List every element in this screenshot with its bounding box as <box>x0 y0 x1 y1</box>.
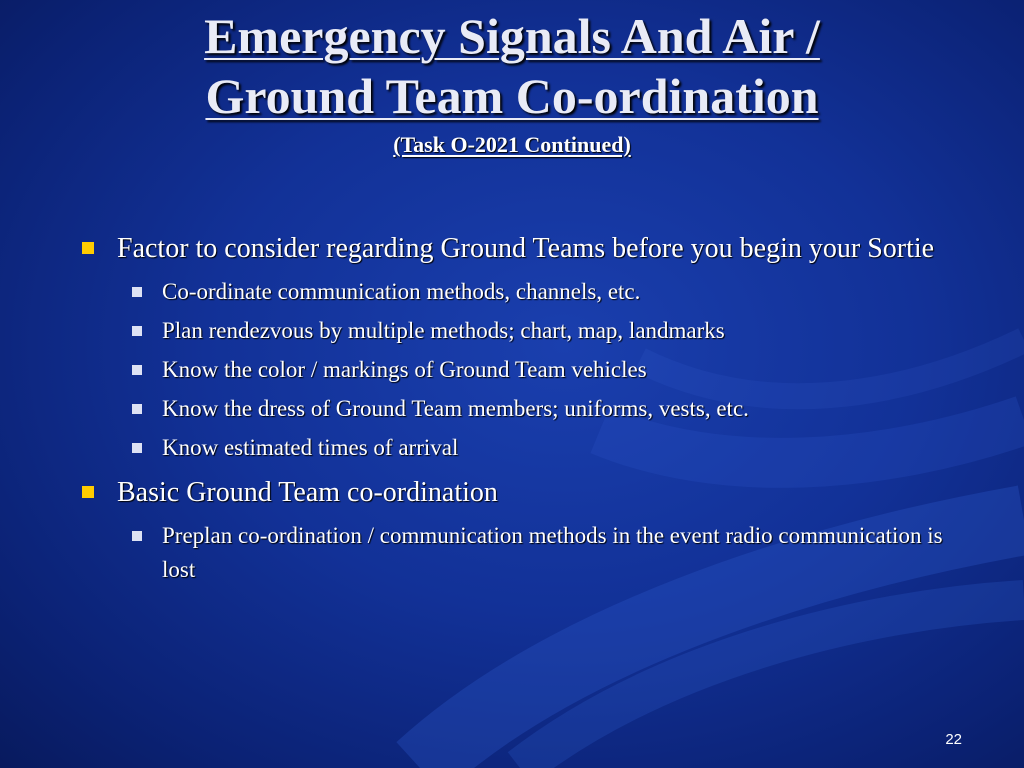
bullet-list <box>76 228 976 587</box>
slide-title <box>0 6 1024 158</box>
sub-bullet-square-icon <box>132 443 142 453</box>
sub-bullet-text: Know estimated times of arrival <box>162 435 459 460</box>
bullet-square-icon <box>82 486 94 498</box>
sub-bullet-item <box>76 275 976 309</box>
title-line-1: Emergency Signals And Air / <box>204 8 820 64</box>
sub-bullet-text: Know the dress of Ground Team members; uniforms, vests, etc. <box>162 396 749 421</box>
title-line-2: Ground Team Co-ordination <box>205 68 819 124</box>
bullet-item <box>76 228 976 270</box>
sub-bullet-text: Plan rendezvous by multiple methods; chart, map, landmarks <box>162 318 725 343</box>
sub-bullet-square-icon <box>132 326 142 336</box>
slide-page-number: 22 <box>945 731 962 748</box>
sub-bullet-item <box>76 519 976 587</box>
bullet-text: Basic Ground Team co-ordination <box>117 477 498 508</box>
sub-bullet-square-icon <box>132 531 142 541</box>
sub-bullet-item <box>76 431 976 465</box>
sub-bullet-text: Preplan co-ordination / communication methods in the event radio communication is lost <box>162 523 943 582</box>
bullet-item <box>76 472 976 514</box>
sub-bullet-square-icon <box>132 287 142 297</box>
sub-bullet-text: Co-ordinate communication methods, channels, etc. <box>162 279 641 304</box>
slide-subtitle: (Task O-2021 Continued) <box>393 132 631 157</box>
bullet-text: Factor to consider regarding Ground Teams before you begin your Sortie <box>117 233 935 264</box>
sub-bullet-text: Know the color / markings of Ground Team vehicles <box>162 357 647 382</box>
sub-bullet-square-icon <box>132 365 142 375</box>
bullet-square-icon <box>82 242 94 254</box>
sub-bullet-item <box>76 314 976 348</box>
sub-bullet-item <box>76 392 976 426</box>
sub-bullet-item <box>76 353 976 387</box>
sub-bullet-square-icon <box>132 404 142 414</box>
